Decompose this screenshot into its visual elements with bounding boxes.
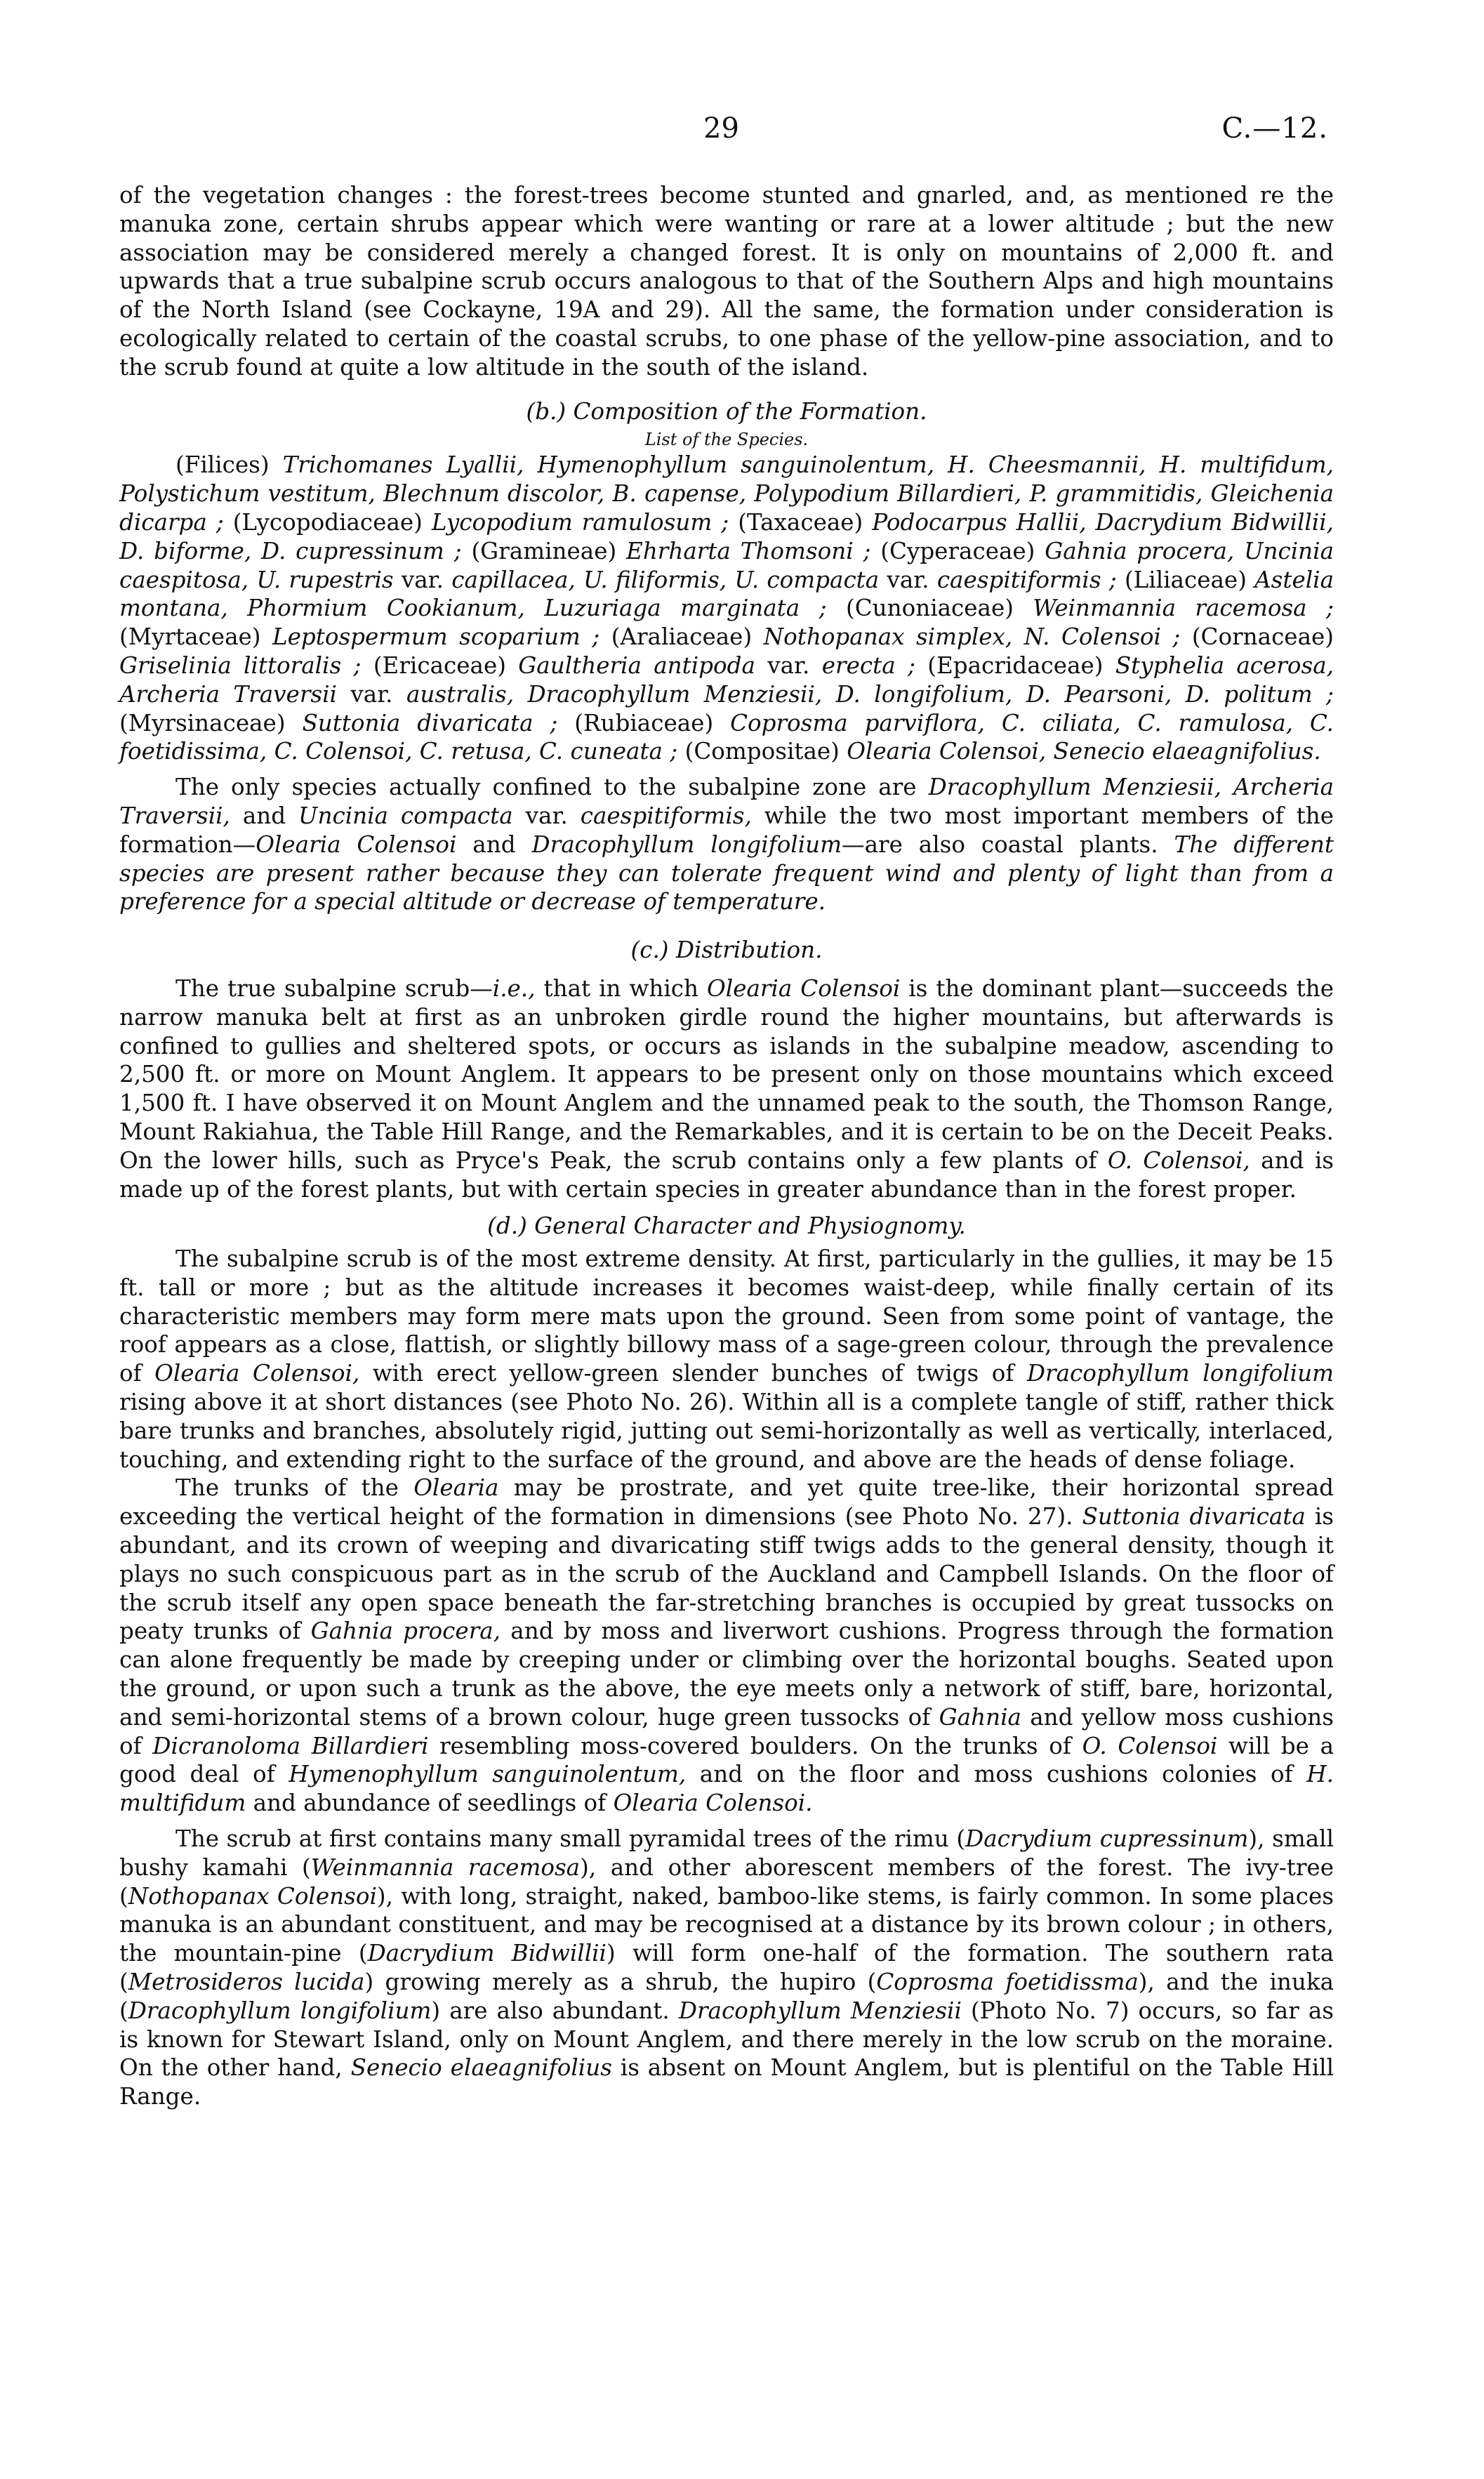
paragraph-scrub-composition: The scrub at first contains many small pyramidal trees of the rimu (Dacrydium cupressinum), small bushy kamahi (Weinmannia racemosa), and other aborescent members of the forest. The ivy-tree (Nothopanax Colensoi), with long, straight, naked, bamboo-like stems, is fairly common. In some places manuka is an abundant constituent, and may be recognised at a distance by its brown colour ; in others, the mountain-pine (Dacrydium Bidwillii) will form one-half of the formation. The southern rata (Metrosideros lucida) growing merely as a shrub, the hupiro (Coprosma foetidissma), and the inuka (Dracophyllum longifolium) are also abundant. Dracophyllum Menziesii (Photo No. 7) occurs, so far as is known for Stewart Island, only on Mount Anglem, and there merely in the low scrub on the moraine. On the other hand, Senecio elaeagnifolius is absent on Mount Anglem, but is plentiful on the Table Hill Range. (119, 1825, 1334, 2110)
section-heading-general-character: (d.) General Character and Physiognomy. (487, 1212, 966, 1240)
paragraph-confined-species: The only species actually confined to the subalpine zone are Dracophyllum Menziesii, Archeria Traversii, and Uncinia compacta var. caespitiformis, while the two most important members of the formation—Olearia Colensoi and Dracophyllum longifolium—are also coastal plants. The different species are present rather because they can tolerate frequent wind and plenty of light than from a preference for a special altitude or decrease of temperature. (119, 774, 1334, 915)
paragraph-vegetation-changes: of the vegetation changes : the forest-trees become stunted and gnarled, and, as mentioned re the manuka zone, certain shrubs appear which were wanting or rare at a lower altitude ; but the new association may be considered merely a changed forest. It is only on mountains of 2,000 ft. and upwards that a true subalpine scrub occurs analogous to that of the Southern Alps and high mountains of the North Island (see Cockayne, 19A and 29). All the same, the formation under consideration is ecologically related to certain of the coastal scrubs, to one phase of the yellow-pine association, and to the scrub found at quite a low altitude in the south of the island. (119, 182, 1334, 381)
sub-heading-species-list: List of the Species. (644, 430, 809, 450)
page-header (0, 112, 1484, 154)
paragraph-olearia-trunks: The trunks of the Olearia may be prostrate, and yet quite tree-like, their horizontal spread exceeding the vertical height of the formation in dimensions (see Photo No. 27). Suttonia divaricata is abundant, and its crown of weeping and divaricating stiff twigs adds to the general density, though it plays no such conspicuous part as in the scrub of the Auckland and Campbell Islands. On the floor of the scrub itself any open space beneath the far-stretching branches is occupied by great tussocks on peaty trunks of Gahnia procera, and by moss and liverwort cushions. Progress through the formation can alone frequently be made by creeping under or climbing over the horizontal boughs. Seated upon the ground, or upon such a trunk as the above, the eye meets only a network of stiff, bare, horizontal, and semi-horizontal stems of a brown colour, huge green tussocks of Gahnia and yellow moss cushions of Dicranoloma Billardieri resembling moss-covered boulders. On the trunks of O. Colensoi will be a good deal of Hymenophyllum sanguinolentum, and on the floor and moss cushions colonies of H. multifidum and abundance of seedlings of Olearia Colensoi. (119, 1474, 1334, 1817)
document-reference: C.—12. (1221, 112, 1328, 145)
body-text (119, 181, 1334, 2111)
section-heading-distribution: (c.) Distribution. (630, 937, 823, 964)
paragraph-general-character: The subalpine scrub is of the most extreme density. At first, particularly in the gullies, it may be 15 ft. tall or more ; but as the altitude increases it becomes waist-deep, while finally certain of its characteristic members may form mere mats upon the ground. Seen from some point of vantage, the roof appears as a close, flattish, or slightly billowy mass of a sage-green colour, through the prevalence of Olearia Colensoi, with erect yellow-green slender bunches of twigs of Dracophyllum longifolium rising above it at short distances (see Photo No. 26). Within all is a complete tangle of stiff, rather thick bare trunks and branches, absolutely rigid, jutting out semi-horizontally as well as vertically, interlaced, touching, and extending right to the surface of the ground, and above are the heads of dense foliage. (119, 1245, 1334, 1473)
paragraph-distribution: The true subalpine scrub—i.e., that in which Olearia Colensoi is the dominant plant—succeeds the narrow manuka belt at first as an unbroken girdle round the higher mountains, but afterwards is confined to gullies and sheltered spots, or occurs as islands in the subalpine meadow, ascending to 2,500 ft. or more on Mount Anglem. It appears to be present only on those mountains which exceed 1,500 ft. I have observed it on Mount Anglem and the unnamed peak to the south, the Thomson Range, Mount Rakiahua, the Table Hill Range, and the Remarkables, and it is certain to be on the Deceit Peaks. On the lower hills, such as Pryce's Peak, the scrub contains only a few plants of O. Colensoi, and is made up of the forest plants, but with certain species in greater abundance than in the forest proper. (119, 974, 1334, 1203)
section-heading-composition: (b.) Composition of the Formation. (526, 397, 927, 425)
paragraph-species-list: (Filices) Trichomanes Lyallii, Hymenophyllum sanguinolentum, H. Cheesmannii, H. multifidum, Polystichum vestitum, Blechnum discolor, B. capense, Polypodium Billardieri, P. grammitidis, Gleichenia dicarpa ; (Lycopodiaceae) Lycopodium ramulosum ; (Taxaceae) Podocarpus Hallii, Dacrydium Bidwillii, D. biforme, D. cupressinum ; (Gramineae) Ehrharta Thomsoni ; (Cyperaceae) Gahnia procera, Uncinia caespitosa, U. rupestris var. capillacea, U. filiformis, U. compacta var. caespitiformis ; (Liliaceae) Astelia montana, Phormium Cookianum, Luzuriaga marginata ; (Cunoniaceae) Weinmannia racemosa ; (Myrtaceae) Leptospermum scoparium ; (Araliaceae) Nothopanax simplex, N. Colensoi ; (Cornaceae) Griselinia littoralis ; (Ericaceae) Gaultheria antipoda var. erecta ; (Epacridaceae) Styphelia acerosa, Archeria Traversii var. australis, Dracophyllum Menziesii, D. longifolium, D. Pearsoni, D. politum ; (Myrsinaceae) Suttonia divaricata ; (Rubiaceae) Coprosma parviflora, C. ciliata, C. ramulosa, C. foetidissima, C. Colensoi, C. retusa, C. cuneata ; (Compositae) Olearia Colensoi, Senecio elaeagnifolius. (119, 451, 1334, 765)
page-number: 29 (703, 112, 739, 145)
